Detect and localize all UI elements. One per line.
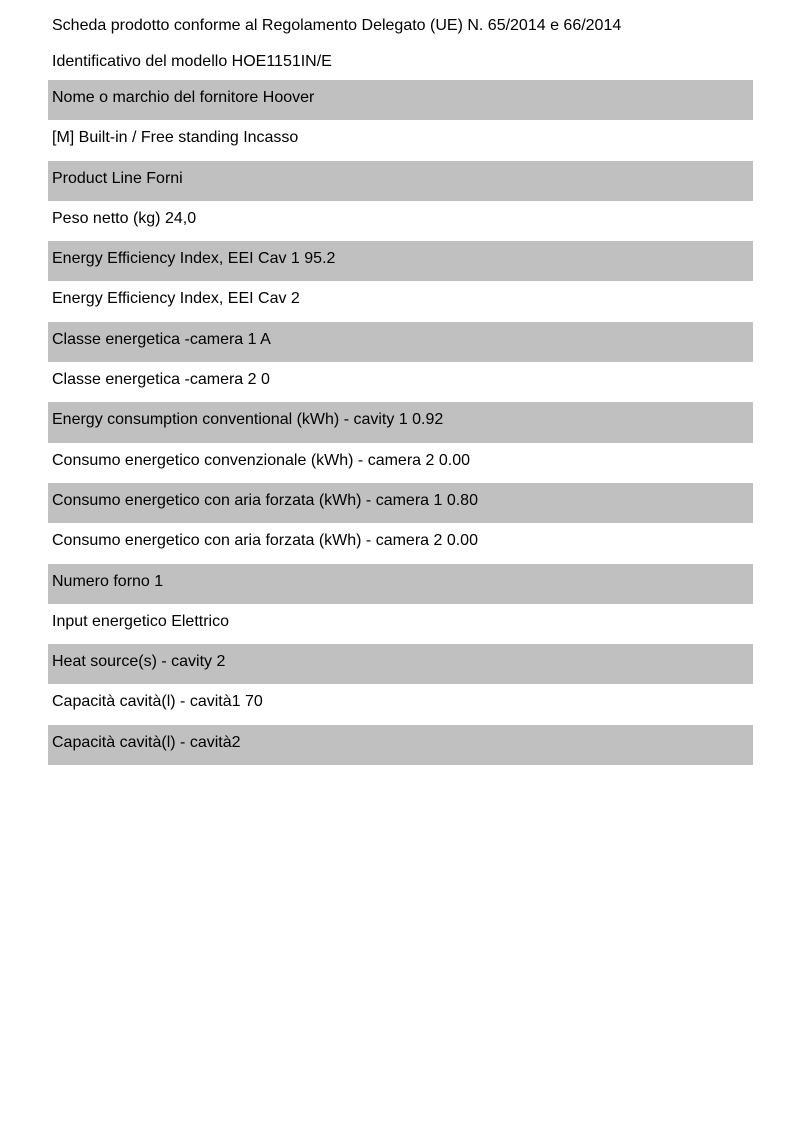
row-oven-count: Numero forno 1 xyxy=(48,564,753,604)
row-heat-source-cavity-2: Heat source(s) - cavity 2 xyxy=(48,644,753,684)
sheet-title: Scheda prodotto conforme al Regolamento Delegato (UE) N. 65/2014 e 66/2014 xyxy=(52,17,622,34)
row-energy-input: Input energetico Elettrico xyxy=(52,612,229,630)
row-energy-class-cavity-2: Classe energetica -camera 2 0 xyxy=(52,371,270,389)
row-conventional-consumption-cavity-1: Energy consumption conventional (kWh) - cavity 1 0.92 xyxy=(48,402,753,442)
row-conventional-consumption-cavity-2: Consumo energetico convenzionale (kWh) - camera 2 0.00 xyxy=(52,451,470,469)
row-energy-class-cavity-1: Classe energetica -camera 1 A xyxy=(48,322,753,362)
product-sheet xyxy=(48,8,753,765)
model-identifier: Identificativo del modello HOE1151IN/E xyxy=(52,53,332,70)
row-eei-cavity-1: Energy Efficiency Index, EEI Cav 1 95.2 xyxy=(48,241,753,281)
row-forced-air-consumption-cavity-2: Consumo energetico con aria forzata (kWh) - camera 2 0.00 xyxy=(52,532,478,550)
row-net-weight: Peso netto (kg) 24,0 xyxy=(52,209,197,227)
row-product-line: Product Line Forni xyxy=(48,161,753,201)
row-capacity-cavity-2: Capacità cavità(l) - cavità2 xyxy=(48,725,753,765)
row-built-in: [M] Built-in / Free standing Incasso xyxy=(52,129,299,147)
row-forced-air-consumption-cavity-1: Consumo energetico con aria forzata (kWh) - camera 1 0.80 xyxy=(48,483,753,523)
row-eei-cavity-2: Energy Efficiency Index, EEI Cav 2 xyxy=(52,290,300,308)
row-capacity-cavity-1: Capacità cavità(l) - cavità1 70 xyxy=(52,693,263,711)
row-supplier-name: Nome o marchio del fornitore Hoover xyxy=(48,80,753,120)
